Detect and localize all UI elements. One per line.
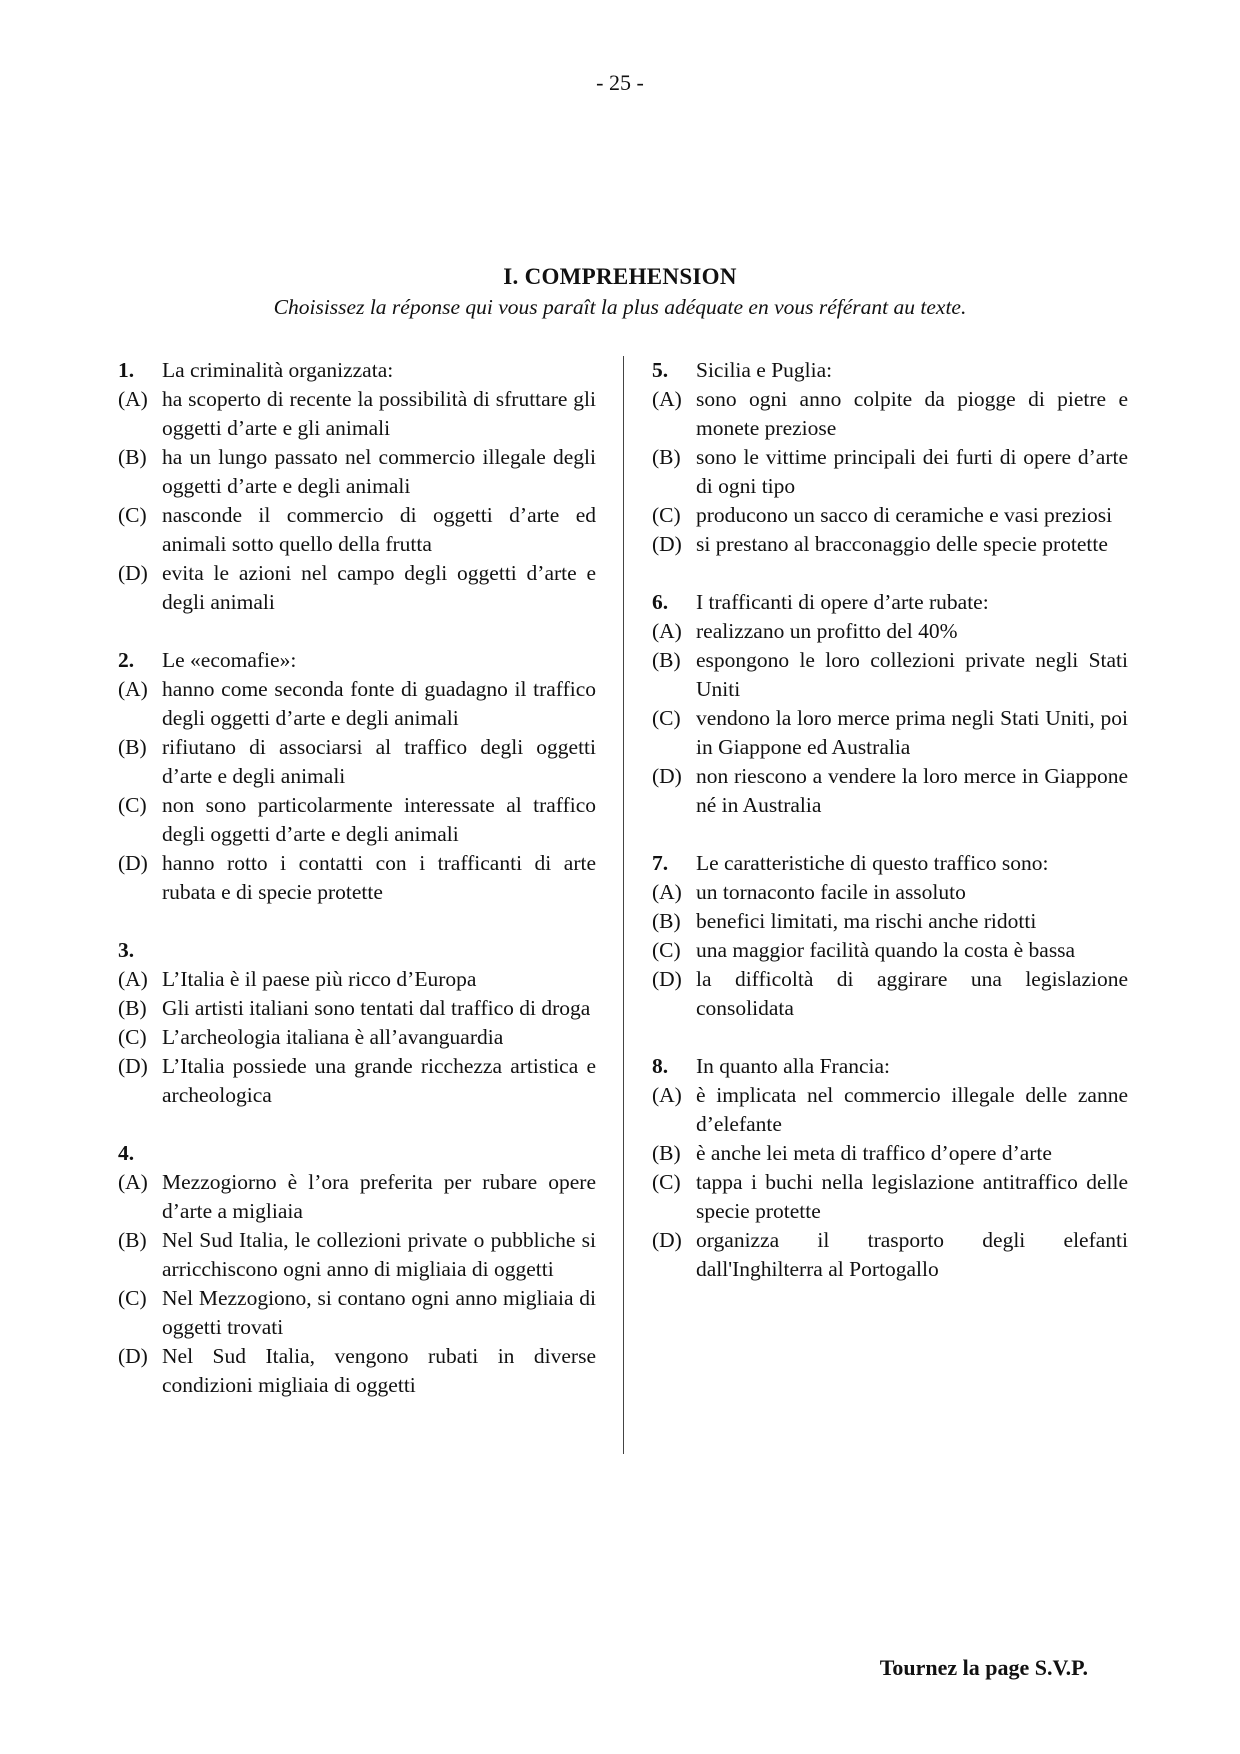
option-text: è anche lei meta di traffico d’opere d’arte — [696, 1141, 1052, 1165]
option-label: (A) — [118, 387, 148, 411]
option-label: (C) — [118, 793, 147, 817]
question-number: 4. — [118, 1141, 135, 1165]
right-column — [652, 356, 1128, 1313]
question-header — [118, 646, 596, 675]
question-header — [118, 936, 596, 965]
question-block — [118, 1139, 596, 1400]
option-label: (D) — [652, 1228, 682, 1252]
answer-option — [118, 675, 596, 733]
option-label: (C) — [118, 503, 147, 527]
answer-option — [118, 791, 596, 849]
option-text: evita le azioni nel campo degli oggetti d’arte e degli animali — [162, 561, 596, 614]
option-text: si prestano al bracconaggio delle specie protette — [696, 532, 1108, 556]
answer-option — [652, 965, 1128, 1023]
option-text: non riescono a vendere la loro merce in Giappone né in Australia — [696, 764, 1128, 817]
option-label: (C) — [652, 1170, 681, 1194]
option-text: Gli artisti italiani sono tentati dal traffico di droga — [162, 996, 591, 1020]
question-header — [652, 588, 1128, 617]
option-label: (D) — [118, 1054, 148, 1078]
answer-option — [652, 617, 1128, 646]
question-header — [118, 356, 596, 385]
option-label: (B) — [118, 735, 147, 759]
option-text: benefici limitati, ma rischi anche ridotti — [696, 909, 1037, 933]
option-text: rifiutano di associarsi al traffico degli oggetti d’arte e degli animali — [162, 735, 596, 788]
option-text: L’Italia possiede una grande ricchezza artistica e archeologica — [162, 1054, 596, 1107]
answer-option — [652, 530, 1128, 559]
option-text: Mezzogiorno è l’ora preferita per rubare opere d’arte a migliaia — [162, 1170, 596, 1223]
question-header — [652, 1052, 1128, 1081]
answer-option — [118, 1342, 596, 1400]
question-block — [652, 1052, 1128, 1284]
option-text: tappa i buchi nella legislazione antitraffico delle specie protette — [696, 1170, 1128, 1223]
answer-option — [118, 1023, 596, 1052]
answer-option — [652, 1081, 1128, 1139]
answer-option — [118, 965, 596, 994]
option-label: (B) — [118, 445, 147, 469]
question-block — [118, 646, 596, 907]
answer-option — [118, 1226, 596, 1284]
question-number: 8. — [652, 1054, 669, 1078]
option-text: vendono la loro merce prima negli Stati Uniti, poi in Giappone ed Australia — [696, 706, 1128, 759]
option-label: (B) — [652, 1141, 681, 1165]
answer-option — [118, 1052, 596, 1110]
option-text: ha scoperto di recente la possibilità di sfruttare gli oggetti d’arte e gli animali — [162, 387, 596, 440]
option-text: nasconde il commercio di oggetti d’arte ed animali sotto quello della frutta — [162, 503, 596, 556]
option-label: (D) — [652, 532, 682, 556]
question-block — [652, 356, 1128, 559]
answer-option — [652, 443, 1128, 501]
option-label: (B) — [652, 445, 681, 469]
answer-option — [652, 1226, 1128, 1284]
option-label: (C) — [652, 503, 681, 527]
question-number: 6. — [652, 590, 669, 614]
option-text: espongono le loro collezioni private negli Stati Uniti — [696, 648, 1128, 701]
section-title: I. COMPREHENSION — [503, 264, 737, 289]
answer-option — [118, 385, 596, 443]
answer-option — [118, 733, 596, 791]
option-text: non sono particolarmente interessate al traffico degli oggetti d’arte e degli animali — [162, 793, 596, 846]
answer-option — [118, 994, 596, 1023]
option-text: ha un lungo passato nel commercio illegale degli oggetti d’arte e degli animali — [162, 445, 596, 498]
question-number: 2. — [118, 648, 135, 672]
question-stem: In quanto alla Francia: — [696, 1054, 891, 1078]
option-text: Nel Mezzogiono, si contano ogni anno migliaia di oggetti trovati — [162, 1286, 596, 1339]
option-text: la difficoltà di aggirare una legislazione consolidata — [696, 967, 1128, 1020]
option-label: (A) — [118, 1170, 148, 1194]
answer-option — [652, 1168, 1128, 1226]
answer-option — [652, 385, 1128, 443]
option-text: una maggior facilità quando la costa è bassa — [696, 938, 1076, 962]
answer-option — [652, 878, 1128, 907]
section-header — [0, 264, 1240, 320]
option-label: (A) — [652, 387, 682, 411]
option-text: Nel Sud Italia, le collezioni private o pubbliche si arricchiscono ogni anno di migliaia di oggetti — [162, 1228, 596, 1281]
question-block — [652, 588, 1128, 820]
answer-option — [652, 936, 1128, 965]
option-label: (A) — [118, 967, 148, 991]
option-label: (C) — [652, 938, 681, 962]
question-number: 5. — [652, 358, 669, 382]
option-label: (D) — [118, 1344, 148, 1368]
option-text: realizzano un profitto del 40% — [696, 619, 958, 643]
question-stem: Sicilia e Puglia: — [696, 358, 833, 382]
question-block — [118, 936, 596, 1110]
answer-option — [118, 443, 596, 501]
option-text: hanno come seconda fonte di guadagno il traffico degli oggetti d’arte e degli animali — [162, 677, 596, 730]
option-text: hanno rotto i contatti con i trafficanti di arte rubata e di specie protette — [162, 851, 596, 904]
answer-option — [118, 501, 596, 559]
answer-option — [652, 646, 1128, 704]
option-label: (C) — [652, 706, 681, 730]
option-label: (D) — [652, 967, 682, 991]
option-text: L’Italia è il paese più ricco d’Europa — [162, 967, 477, 991]
page-number: - 25 - — [596, 70, 644, 95]
option-label: (A) — [652, 880, 682, 904]
answer-option — [652, 762, 1128, 820]
question-stem — [162, 936, 596, 965]
question-stem: Le «ecomafie»: — [162, 648, 297, 672]
option-text: L’archeologia italiana è all’avanguardia — [162, 1025, 504, 1049]
option-label: (C) — [118, 1286, 147, 1310]
question-block — [652, 849, 1128, 1023]
option-label: (A) — [652, 1083, 682, 1107]
answer-option — [118, 1168, 596, 1226]
question-number: 7. — [652, 851, 669, 875]
option-label: (D) — [118, 561, 148, 585]
option-text: Nel Sud Italia, vengono rubati in diverse condizioni migliaia di oggetti — [162, 1344, 596, 1397]
question-stem — [162, 1139, 596, 1168]
footer-note: Tournez la page S.V.P. — [879, 1655, 1088, 1680]
option-label: (A) — [652, 619, 682, 643]
option-label: (B) — [118, 1228, 147, 1252]
answer-option — [118, 559, 596, 617]
answer-option — [118, 849, 596, 907]
answer-option — [652, 501, 1128, 530]
question-header — [652, 849, 1128, 878]
answer-option — [652, 704, 1128, 762]
option-label: (D) — [118, 851, 148, 875]
option-text: producono un sacco di ceramiche e vasi preziosi — [696, 503, 1113, 527]
option-label: (A) — [118, 677, 148, 701]
question-stem: La criminalità organizzata: — [162, 358, 394, 382]
option-text: un tornaconto facile in assoluto — [696, 880, 966, 904]
option-label: (B) — [652, 909, 681, 933]
column-divider — [623, 356, 624, 1454]
question-block — [118, 356, 596, 617]
question-stem: Le caratteristiche di questo traffico sono: — [696, 851, 1049, 875]
option-label: (B) — [118, 996, 147, 1020]
option-label: (C) — [118, 1025, 147, 1049]
option-label: (D) — [652, 764, 682, 788]
section-instructions: Choisissez la réponse qui vous paraît la plus adéquate en vous référant au texte. — [273, 295, 967, 319]
question-stem: I trafficanti di opere d’arte rubate: — [696, 590, 989, 614]
option-label: (B) — [652, 648, 681, 672]
question-header — [118, 1139, 596, 1168]
answer-option — [652, 907, 1128, 936]
answer-option — [118, 1284, 596, 1342]
question-number: 1. — [118, 358, 135, 382]
option-text: sono ogni anno colpite da piogge di pietre e monete preziose — [696, 387, 1128, 440]
left-column — [118, 356, 596, 1429]
question-header — [652, 356, 1128, 385]
option-text: organizza il trasporto degli elefanti dall'Inghilterra al Portogallo — [696, 1228, 1128, 1281]
option-text: sono le vittime principali dei furti di opere d’arte di ogni tipo — [696, 445, 1128, 498]
answer-option — [652, 1139, 1128, 1168]
option-text: è implicata nel commercio illegale delle zanne d’elefante — [696, 1083, 1128, 1136]
question-number: 3. — [118, 938, 135, 962]
